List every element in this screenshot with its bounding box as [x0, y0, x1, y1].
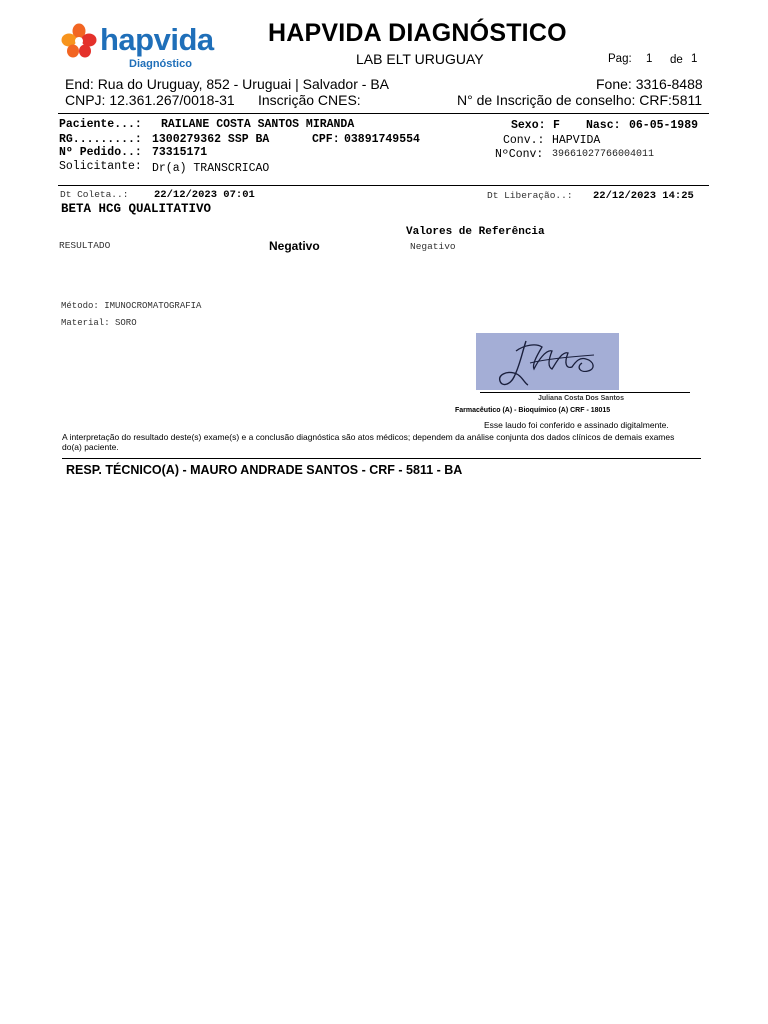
page-title: HAPVIDA DIAGNÓSTICO [268, 19, 567, 47]
logo-wordmark: hapvida [100, 22, 214, 57]
reference-value: Negativo [410, 241, 456, 252]
lab-address: End: Rua do Uruguay, 852 - Uruguai | Salvador - BA [65, 76, 389, 92]
conv-value: HAPVIDA [552, 134, 601, 147]
lab-name: LAB ELT URUGUAY [356, 51, 484, 67]
nconv-value: 39661027766004011 [552, 149, 655, 160]
nconv-label: NºConv: [495, 148, 544, 161]
lab-cnpj: CNPJ: 12.361.267/0018-31 [65, 92, 235, 108]
digital-signature-note: Esse laudo foi conferido e assinado digitalmente. [484, 420, 669, 430]
material-text: Material: SORO [61, 318, 137, 328]
logo-subtitle: Diagnóstico [129, 58, 192, 70]
page-of-label: de [670, 54, 683, 66]
header-divider [58, 113, 709, 114]
release-date: 22/12/2023 14:25 [593, 190, 694, 202]
collection-label: Dt Coleta..: [60, 189, 129, 200]
cpf-value: 03891749554 [344, 133, 420, 146]
lab-crf: N° de Inscrição de conselho: CRF:5811 [457, 92, 703, 108]
cpf-label: CPF: [312, 133, 340, 146]
exam-name: BETA HCG QUALITATIVO [61, 202, 212, 216]
method-text: Método: IMUNOCROMATOGRAFIA [61, 301, 202, 311]
requester-label: Solicitante: [59, 160, 142, 173]
reference-header: Valores de Referência [406, 226, 545, 238]
signature-line [480, 392, 690, 393]
requester-value: Dr(a) TRANSCRICAO [152, 162, 270, 175]
lab-phone: Fone: 3316-8488 [596, 76, 703, 92]
patient-divider [58, 185, 709, 186]
signature-image [476, 333, 619, 390]
signer-role: Farmacêutico (A) - Bioquímico (A) CRF - 18015 [455, 407, 611, 414]
conv-label: Conv.: [503, 134, 545, 147]
result-label: RESULTADO [59, 240, 111, 251]
rg-value: 1300279362 SSP BA [152, 133, 270, 146]
technical-responsible: RESP. TÉCNICO(A) - MAURO ANDRADE SANTOS - CRF - 5811 - BA [66, 463, 463, 477]
signer-name: Juliana Costa Dos Santos [538, 395, 624, 402]
page-total: 1 [691, 53, 698, 65]
lab-cnes: Inscrição CNES: [258, 92, 361, 108]
page-label: Pag: [608, 53, 632, 65]
release-label: Dt Liberação..: [487, 190, 573, 201]
birth-date: 06-05-1989 [629, 119, 699, 132]
collection-date: 22/12/2023 07:01 [154, 189, 255, 201]
flower-icon [60, 22, 98, 60]
order-label: Nº Pedido..: [59, 146, 142, 159]
birth-label: Nasc: [586, 119, 621, 132]
order-number: 73315171 [152, 146, 208, 159]
page-number: 1 [646, 53, 653, 65]
rg-label: RG.........: [59, 133, 142, 146]
signature-scribble [476, 333, 619, 390]
sex-value: F [553, 119, 560, 132]
hapvida-logo [60, 20, 212, 76]
footer-divider [62, 458, 701, 459]
sex-label: Sexo: [511, 119, 546, 132]
result-value: Negativo [269, 239, 320, 253]
patient-name-label: Paciente...: [59, 118, 142, 131]
patient-name: RAILANE COSTA SANTOS MIRANDA [161, 118, 355, 131]
disclaimer-text: A interpretação do resultado deste(s) exame(s) e a conclusão diagnóstica são atos médicos; dependem da análise conjunta dos dados clínicos de demais exames do(a) paciente. [62, 432, 675, 452]
